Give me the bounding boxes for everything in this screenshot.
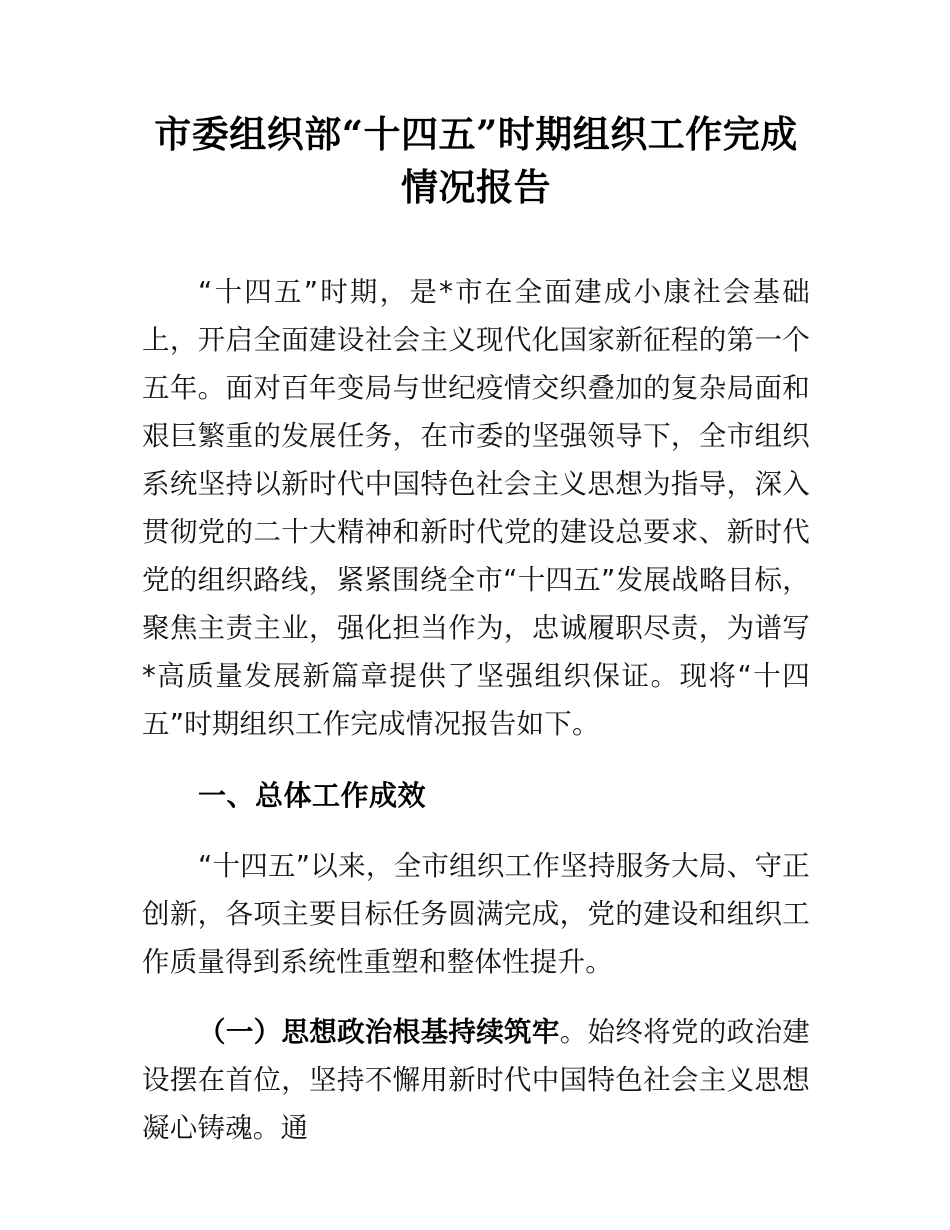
subsection-1-lead-label: （一）思想政治根基持续筑牢	[198, 1016, 560, 1048]
section-heading-overall-results: 一、总体工作成效	[198, 779, 427, 812]
paragraph-section-1-body: “十四五”以来，全市组织工作坚持服务大局、守正创新，各项主要目标任务圆满完成，党的建设和组织工作质量得到系统性重塑和整体性提升。	[142, 850, 810, 978]
page-title: 市委组织部“十四五”时期组织工作完成情况报告	[154, 112, 798, 209]
paragraph-subsection-1	[142, 1008, 810, 1152]
subsection-1-body-text: 。始终将党的政治建设摆在首位，坚持不懈用新时代中国特色社会主义思想凝心铸魂。通	[142, 1016, 810, 1144]
paragraph-intro: “十四五”时期，是*市在全面建成小康社会基础上，开启全面建设社会主义现代化国家新征程的第一个五年。面对百年变局与世纪疫情交织叠加的复杂局面和艰巨繁重的发展任务，在市委的坚强领导下，全市组织系统坚持以新时代中国特色社会主义思想为指导，深入贯彻党的二十大精神和新时代党的建设总要求、新时代党的组织路线，紧紧围绕全市“十四五”发展战略目标，聚焦主责主业，强化担当作为，忠诚履职尽责，为谱写*高质量发展新篇章提供了坚强组织保证。现将“十四五”时期组织工作完成情况报告如下。	[142, 276, 810, 740]
document-content-column	[142, 0, 810, 1152]
